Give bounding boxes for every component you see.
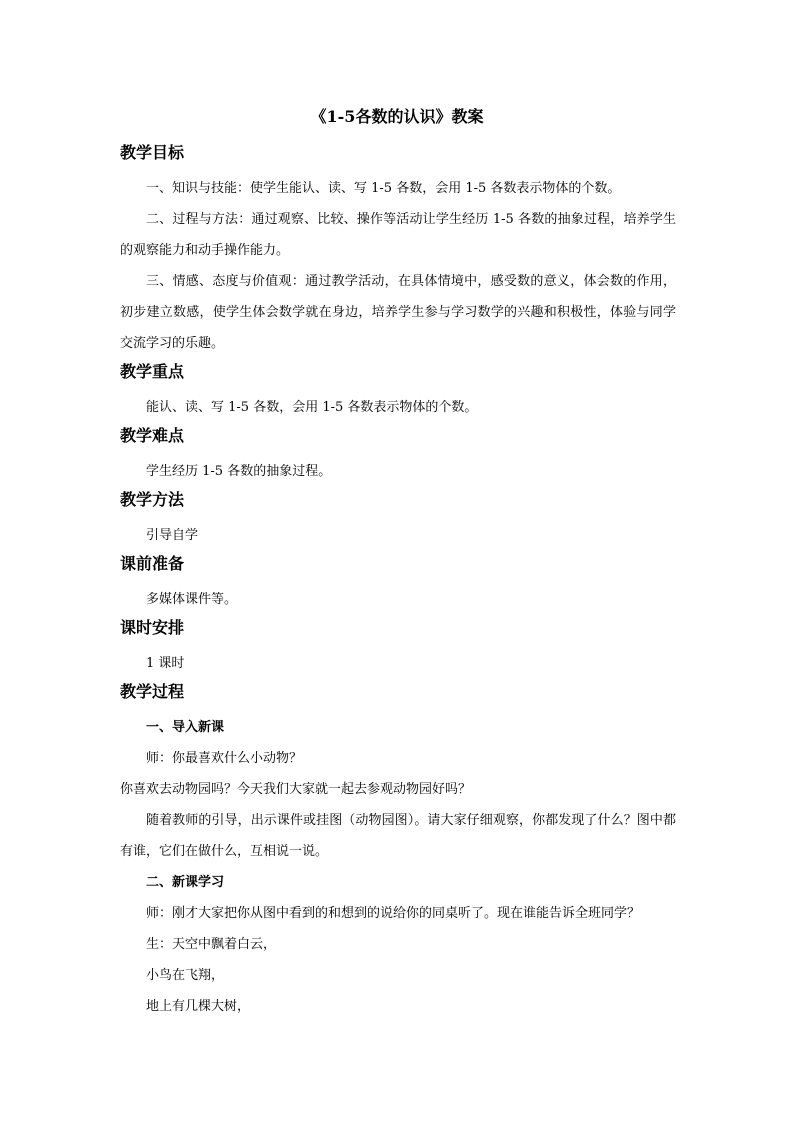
- goal-paragraph-2: 二、过程与方法：通过观察、比较、操作等活动让学生经历 1-5 各数的抽象过程，培养学生的观察能力和动手操作能力。: [120, 212, 676, 258]
- new-lesson-line-2: 生：天空中飘着白云，: [146, 937, 277, 952]
- section-heading-difficulties: 教学难点: [120, 426, 185, 445]
- schedule-text: 1 课时: [146, 656, 185, 671]
- subsection-heading-new-lesson: 二、新课学习: [146, 875, 225, 890]
- new-lesson-line-3: 小鸟在飞翔，: [146, 968, 225, 983]
- key-points-text: 能认、读、写 1-5 各数，会用 1-5 各数表示物体的个数。: [146, 400, 478, 415]
- intro-line-2: 你喜欢去动物园吗？今天我们大家就一起去参观动物园好吗？: [120, 782, 472, 797]
- goal-paragraph-1: 一、知识与技能：使学生能认、读、写 1-5 各数，会用 1-5 各数表示物体的个数。: [146, 181, 621, 196]
- new-lesson-line-1: 师：刚才大家把你从图中看到的和想到的说给你的同桌听了。现在谁能告诉全班同学？: [146, 906, 641, 921]
- section-heading-methods: 教学方法: [120, 490, 185, 509]
- section-heading-key-points: 教学重点: [120, 362, 185, 381]
- new-lesson-line-4: 地上有几棵大树，: [146, 999, 251, 1014]
- section-heading-preparation: 课前准备: [120, 554, 185, 573]
- document-title: 《1-5各数的认识》教案: [310, 107, 484, 126]
- intro-line-1: 师：你最喜欢什么小动物？: [146, 751, 303, 766]
- preparation-text: 多媒体课件等。: [146, 592, 238, 607]
- intro-line-3: 随着教师的引导，出示课件或挂图（动物园图）。请大家仔细观察，你都发现了什么？图中都有谁，它们在做什么，互相说一说。: [120, 813, 676, 859]
- document-body: [120, 142, 676, 1022]
- goal-paragraph-3: 三、情感、态度与价值观：通过教学活动，在具体情境中，感受数的意义，体会数的作用，初步建立数感，使学生体会数学就在身边，培养学生参与学习数学的兴趣和积极性，体验与同学交流学习的乐趣。: [120, 274, 676, 351]
- methods-text: 引导自学: [146, 528, 199, 543]
- section-heading-goals: 教学目标: [120, 143, 185, 162]
- section-heading-process: 教学过程: [120, 682, 185, 701]
- section-heading-schedule: 课时安排: [120, 618, 185, 637]
- subsection-heading-intro: 一、导入新课: [146, 720, 225, 735]
- difficulties-text: 学生经历 1-5 各数的抽象过程。: [146, 464, 332, 479]
